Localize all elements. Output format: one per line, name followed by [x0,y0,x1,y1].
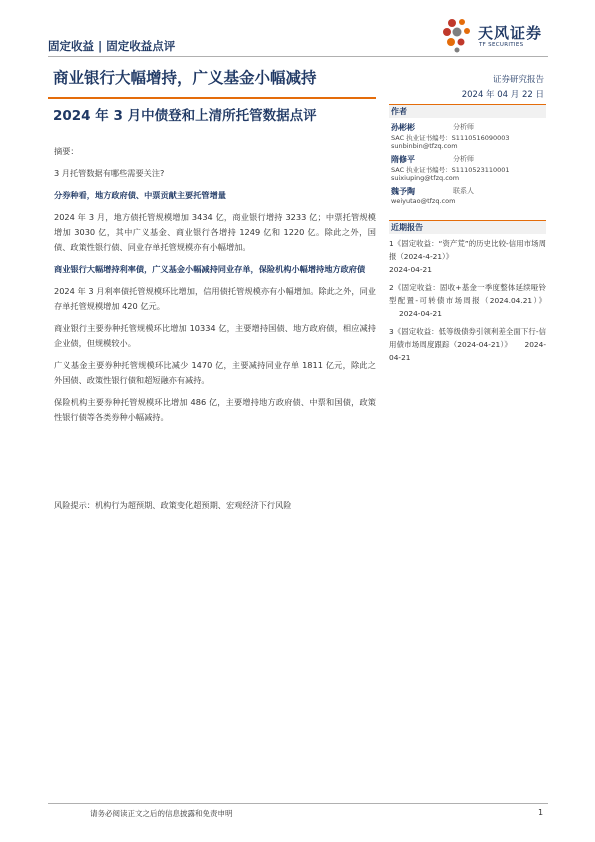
author-email[interactable]: sunbinbin@tfzq.com [391,142,458,150]
abstract-paragraph: 商业银行主要券种托管规模环比增加 10334 亿，主要增持国债、地方政府债，相应减持企业债，但规模较小。 [54,323,376,348]
abstract-paragraph: 广义基金主要券种托管规模环比减少 1470 亿，主要减持同业存单 1811 亿元，除此之外国债、政策性银行债和超短融亦有减持。 [54,360,376,385]
report-category: 固定收益 | 固定收益点评 [48,39,176,53]
author-name: 孙彬彬 [391,123,415,132]
report-title: 商业银行大幅增持，广义基金小幅减持 [53,69,317,87]
author-3 [391,186,546,205]
author-title: 联系人 [453,187,474,195]
recent-list [389,232,546,364]
abstract-label: 摘要： [54,146,79,156]
recent-item[interactable] [389,325,546,364]
author-cert: SAC 执业证书编号：S1110523110001 [391,166,510,174]
recent-item-date: 2024-04-21 [399,309,442,318]
author-2 [391,154,546,182]
recent-item[interactable] [389,281,546,320]
author-title: 分析师 [453,155,474,163]
author-title: 分析师 [453,123,474,131]
authors-section [389,104,546,118]
author-name: 魏予陶 [391,187,415,196]
header-divider [48,56,548,57]
authors-label: 作者 [391,107,407,116]
report-date: 2024 年 04 月 22 日 [461,90,544,100]
recent-item-title: 2《固定收益：固收+基金一季度整体延续哑铃型配置-可转债市场周报（2024.04.21）》 [389,283,546,305]
author-1 [391,122,546,150]
abstract-paragraph: 2024 年 3 月，地方债托管规模增加 3434 亿，商业银行增持 3233 亿；中票托管规模增加 3030 亿，其中广义基金、商业银行各增持 1249 亿和 1220 亿。除此之外，国债、政策性银行债、同业存单托管规模亦有小幅增加。 [54,212,376,252]
title-divider [48,97,376,99]
abstract-paragraph: 2024 年 3 月利率债托管规模环比增加，信用债托管规模亦有小幅增加。除此之外，同业存单托管规模增加 420 亿元。 [54,286,376,311]
recent-item-date: 2024-04-21 [389,265,432,274]
author-email[interactable]: weiyutao@tfzq.com [391,197,456,205]
logo-text-cn: 天风证券 [478,24,543,42]
risk-warning: 风险提示：机构行为超预期、政策变化超预期、宏观经济下行风险 [54,500,292,510]
report-type: 证券研究报告 [492,75,544,85]
logo-text-en: TF SECURITIES [479,42,524,48]
recent-item-title: 1《固定收益：“资产荒”的历史比较-信用市场周报（2024-4-21）》 [389,239,546,261]
abstract-question: 3 月托管数据有哪些需要关注? [54,168,165,178]
page-number: 1 [538,808,544,817]
report-subtitle: 2024 年 3 月中债登和上清所托管数据点评 [53,108,317,124]
recent-item-date: 2024-04-21 [389,340,546,362]
tf-logo-icon [438,14,478,54]
abstract-paragraph: 保险机构主要券种托管规模环比增加 486 亿，主要增持地方政府债、中票和国债，政策性银行债等各类券种小幅减持。 [54,397,376,422]
footer-divider [48,803,548,804]
footer-disclaimer[interactable]: 请务必阅读正文之后的信息披露和免责申明 [90,809,233,818]
recent-item-title: 3《固定收益：低等级债券引领利差全面下行-信用债市场周度跟踪（2024-04-21）》 [389,327,546,349]
abstract-heading: 商业银行大幅增持利率债，广义基金小幅减持同业存单，保险机构小幅增持地方政府债 [54,264,366,274]
author-cert: SAC 执业证书编号：S1110516090003 [391,134,510,142]
authors-header [389,104,546,118]
recent-item[interactable] [389,237,546,276]
abstract-heading: 分券种看，地方政府债、中票贡献主要托管增量 [54,190,226,200]
recent-label: 近期报告 [391,223,423,232]
author-email[interactable]: suixiuping@tfzq.com [391,174,460,182]
author-name: 隋修平 [391,155,415,164]
abstract-body [48,136,376,432]
